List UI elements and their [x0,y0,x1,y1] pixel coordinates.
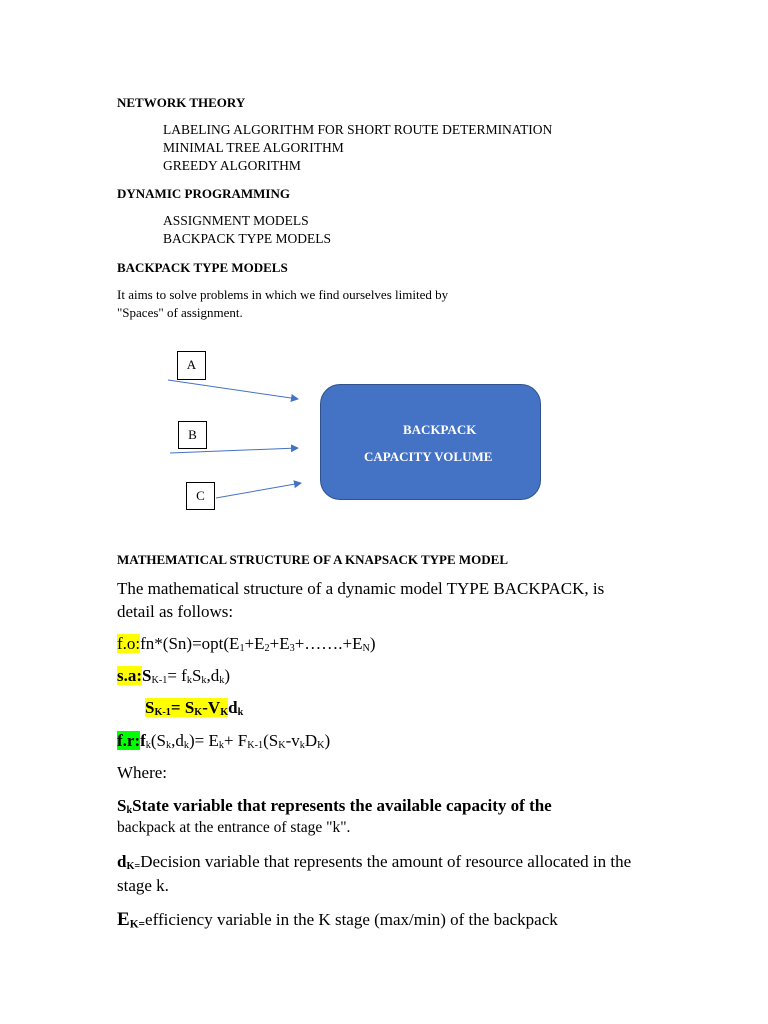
dynamic-programming-heading: DYNAMIC PROGRAMMING [117,186,290,201]
fo-label: f.o: [117,634,141,653]
arrow-c [216,483,301,498]
ek-definition-text: efficiency variable in the K stage (max/min) of the backpack [145,910,558,929]
recursive-function: $f.r:f_k(S_k,d_k)= E_k+ F_{K-1}(S_K-v_kD_K)$ [117,731,331,752]
objective-function: $f.o:fn*(Sn)=opt(E_1+E_2+E_3+\dots\dots.+E_N)$ [117,634,376,655]
list-item: BACKPACK TYPE MODELS [163,231,332,246]
where-label: Where: [117,763,168,782]
fo-end: +…….+E [294,634,363,653]
math-structure-heading: MATHEMATICAL STRUCTURE OF A KNAPSACK TYPE MODEL [117,552,509,567]
network-theory-heading: NETWORK THEORY [117,95,246,110]
sk-definition-line2: backpack at the entrance of stage "k". [117,819,351,836]
ek-definition: $E_{K=}efficiency$ variable in the K stage (max/min) of the backpack [117,909,558,931]
constraint-line: $s.a:S_{K-1}= f_kS_k,d_k$) [117,666,231,687]
paragraph-line: It aims to solve problems in which we find ourselves limited by [117,287,449,302]
list-item: MINIMAL TREE ALGORITHM [163,140,344,155]
fo-text: fn*(Sn)=opt(E [140,634,240,653]
list-item: GREEDY ALGORITHM [163,158,301,173]
sa-label: s.a: [117,666,143,685]
list-item: LABELING ALGORITHM FOR SHORT ROUTE DETERMINATION [163,122,553,137]
dk-definition-text: Decision variable that represents the amount of resource allocated in the [140,852,632,871]
arrow-a [168,380,298,399]
intro-line: detail as follows: [117,602,234,621]
sk-definition-text: State variable that represents the available capacity of the [132,796,552,815]
list-item: ASSIGNMENT MODELS [163,213,309,228]
sk-definition: $S_kState$ variable that represents the available capacity of the [117,796,552,817]
backpack-models-heading: BACKPACK TYPE MODELS [117,260,288,275]
backpack-shape [320,384,541,500]
box-b: B [178,421,207,449]
dk-definition-line2: stage k. [117,876,169,895]
paragraph-line: "Spaces" of assignment. [117,305,243,320]
transition-equation: $S_{K-1}= S_K-V_Kd_k$ [145,698,244,719]
box-a: A [177,351,206,380]
backpack-label: BACKPACK [403,422,477,437]
dk-definition: $d_{K=}Decision$ variable that represents the amount of resource allocated in the [117,852,632,873]
intro-line: The mathematical structure of a dynamic model TYPE BACKPACK, is [117,579,605,598]
box-c: C [186,482,215,510]
capacity-volume-label: CAPACITY VOLUME [364,449,493,464]
